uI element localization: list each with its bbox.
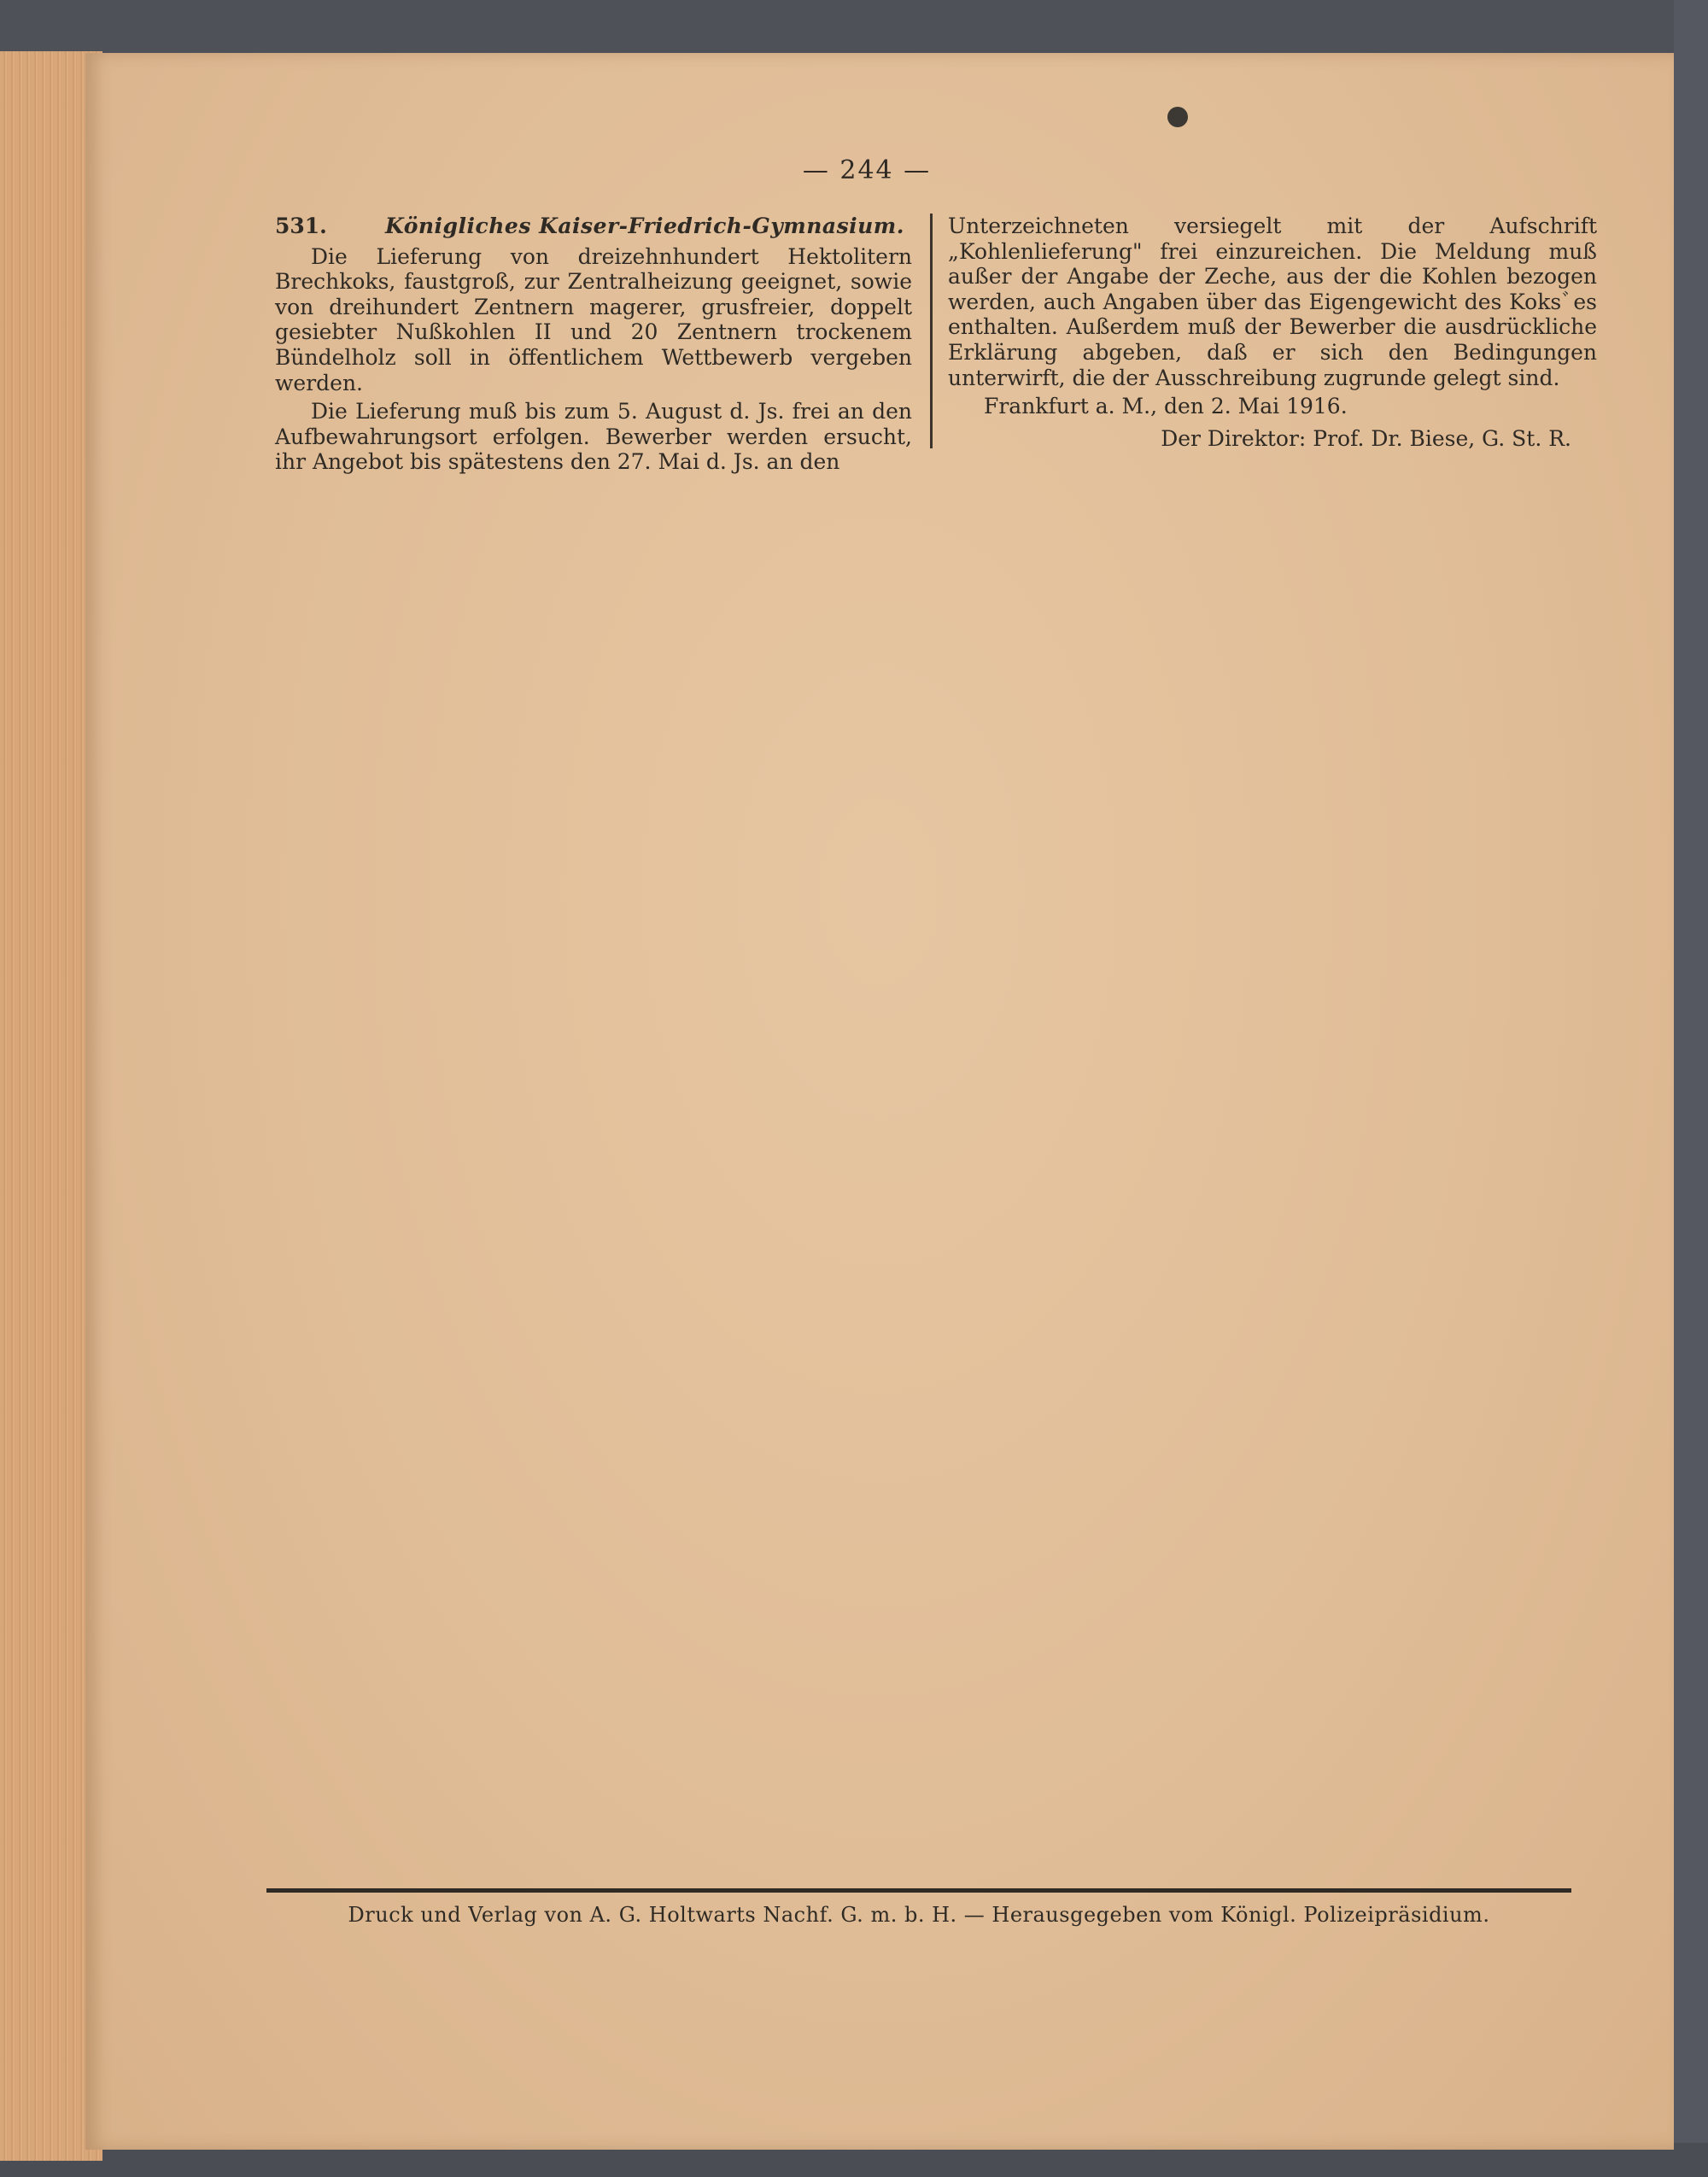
imprint-footer: Druck und Verlag von A. G. Holtwarts Nachf. G. m. b. H. — Herausgegeben vom Königl. Polizeipräsidium. xyxy=(348,1903,1490,1927)
paragraph-delivery: Die Lieferung muß bis zum 5. August d. Js. frei an den Aufbewahrungsort erfolgen. Bewerber werden ersucht, ihr Angebot bis spätestens den 27. Mai d. Js. an den xyxy=(275,399,912,475)
paragraph-supply: Die Lieferung von dreizehnhundert Hektolitern Brechkoks, faustgroß, zur Zentralheizung geeignet, sowie von dreihundert Zentnern magerer, grusfreier, doppelt gesiebter Nußkohlen II und 20 Zentnern trockenem Bündelholz soll in öffentlichem Wettbewerb vergeben werden. xyxy=(275,243,912,395)
entry-number: 531. xyxy=(275,214,327,238)
entry-title: Königliches Kaiser-Friedrich-Gymnasium. xyxy=(385,214,904,238)
right-column xyxy=(948,214,1597,451)
paragraph-submission: Unterzeichneten versiegelt mit der Aufschrift „Kohlenlieferung" frei einzureichen. Die Meldung muß außer der Angabe der Zeche, aus der die Kohlen bezogen werden, auch Angaben über das Eigengewicht des Koksﾞes enthalten. Außerdem muß der Bewerber die ausdrückliche Erklärung abgeben, daß er sich den Bedingungen unterwirft, die der Ausschreibung zugrunde gelegt sind. xyxy=(948,214,1597,390)
signature-line: Der Direktor: Prof. Dr. Biese, G. St. R. xyxy=(1161,425,1571,451)
punch-hole xyxy=(1167,107,1188,127)
book-cover-right xyxy=(1674,0,1708,2177)
column-divider xyxy=(930,214,933,448)
date-line: Frankfurt a. M., den 2. Mai 1916. xyxy=(984,394,1348,419)
entry-header xyxy=(275,214,912,239)
book-cover-top xyxy=(0,0,1708,60)
left-column xyxy=(275,214,912,475)
footer-rule xyxy=(266,1888,1571,1893)
page-number: — 244 — xyxy=(802,155,932,185)
